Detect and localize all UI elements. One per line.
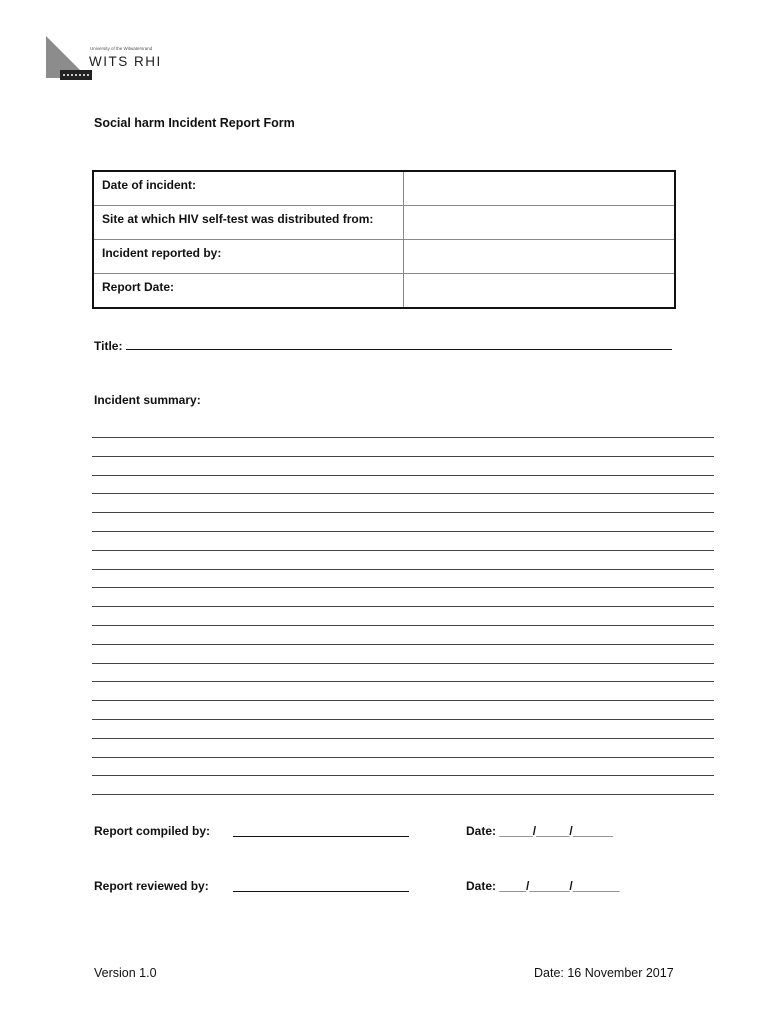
summary-ruled-line bbox=[92, 456, 714, 457]
table-row bbox=[93, 171, 675, 206]
distribution-site-label: Site at which HIV self-test was distributed from: bbox=[93, 206, 403, 240]
table-row bbox=[93, 240, 675, 274]
summary-ruled-line bbox=[92, 493, 714, 494]
summary-ruled-line bbox=[92, 681, 714, 682]
summary-ruled-line bbox=[92, 606, 714, 607]
summary-ruled-line bbox=[92, 625, 714, 626]
compiled-by-field[interactable] bbox=[233, 836, 409, 837]
summary-ruled-line bbox=[92, 700, 714, 701]
date-of-incident-label: Date of incident: bbox=[93, 171, 403, 206]
reported-by-field[interactable] bbox=[403, 240, 675, 274]
summary-ruled-line bbox=[92, 437, 714, 438]
reviewed-date-row bbox=[466, 879, 619, 893]
title-label: Title: bbox=[94, 339, 123, 353]
reviewed-by-field[interactable] bbox=[233, 891, 409, 892]
compiled-by-label: Report compiled by: bbox=[94, 824, 211, 838]
report-date-field[interactable] bbox=[403, 274, 675, 309]
title-field[interactable] bbox=[126, 339, 672, 350]
table-row bbox=[93, 274, 675, 309]
summary-ruled-line bbox=[92, 738, 714, 739]
summary-ruled-line bbox=[92, 475, 714, 476]
logo-name-text: WITS RHI bbox=[89, 54, 162, 69]
title-row bbox=[94, 339, 672, 353]
reviewed-date-field[interactable]: ____/______/_______ bbox=[499, 879, 620, 893]
wits-rhi-logo bbox=[44, 34, 164, 82]
summary-ruled-line bbox=[92, 512, 714, 513]
incident-summary-label: Incident summary: bbox=[94, 393, 201, 407]
logo-institution-text: University of the Witwatersrand bbox=[90, 46, 153, 51]
summary-ruled-line bbox=[92, 663, 714, 664]
summary-ruled-line bbox=[92, 794, 714, 795]
logo-triangle-icon bbox=[44, 34, 94, 82]
summary-ruled-line bbox=[92, 644, 714, 645]
summary-ruled-line bbox=[92, 550, 714, 551]
form-title: Social harm Incident Report Form bbox=[94, 116, 295, 130]
footer-date: Date: 16 November 2017 bbox=[534, 966, 674, 980]
compiled-date-field[interactable]: _____/_____/______ bbox=[499, 824, 613, 838]
summary-ruled-line bbox=[92, 531, 714, 532]
summary-ruled-line bbox=[92, 719, 714, 720]
compiled-date-label: Date: bbox=[466, 824, 497, 838]
reported-by-label: Incident reported by: bbox=[93, 240, 403, 274]
summary-ruled-line bbox=[92, 569, 714, 570]
distribution-site-field[interactable] bbox=[403, 206, 675, 240]
summary-ruled-line bbox=[92, 775, 714, 776]
report-date-label: Report Date: bbox=[93, 274, 403, 309]
footer-version: Version 1.0 bbox=[94, 966, 157, 980]
summary-ruled-line bbox=[92, 757, 714, 758]
compiled-date-row bbox=[466, 824, 613, 838]
reviewed-date-label: Date: bbox=[466, 879, 497, 893]
incident-info-table bbox=[92, 170, 676, 309]
date-of-incident-field[interactable] bbox=[403, 171, 675, 206]
table-row bbox=[93, 206, 675, 240]
summary-ruled-line bbox=[92, 587, 714, 588]
reviewed-by-label: Report reviewed by: bbox=[94, 879, 209, 893]
